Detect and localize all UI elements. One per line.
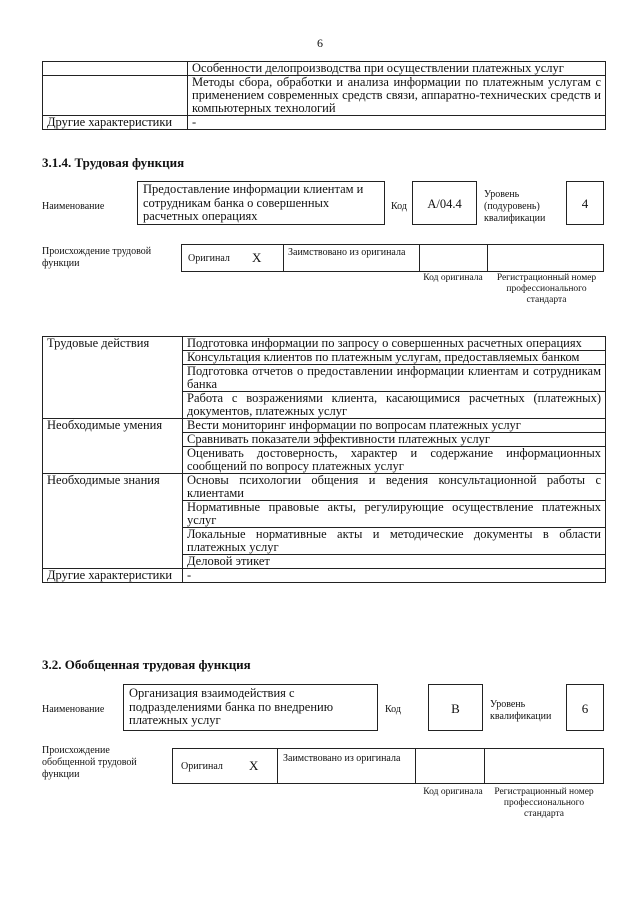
table-cell: Подготовка информации по запросу о совершенных расчетных операциях (183, 337, 606, 351)
row-text: - (188, 116, 606, 130)
table-cell: Нормативные правовые акты, регулирующие осуществление платежных услуг (183, 501, 606, 528)
table-cell: Локальные нормативные акты и методические документы в области платежных услуг (183, 528, 606, 555)
group-label: Другие характеристики (43, 569, 183, 583)
divider (419, 244, 420, 272)
group-label: Трудовые действия (43, 337, 183, 419)
row-text: Методы сбора, обработки и анализа информации по платежным услугам с применением современных средств связи, аппаратно-технических средств и компьютерных технологий (188, 76, 606, 116)
origin-row (181, 244, 604, 272)
table-cell: Оценивать достоверность, характер и содержание информационных сообщений по вопросу платежных услуг (183, 447, 606, 474)
table-cell: - (183, 569, 606, 583)
row-label (43, 76, 188, 116)
table-row (43, 116, 606, 130)
code-original-caption: Код оригинала (423, 787, 483, 797)
table-cell: Сравнивать показатели эффективности платежных услуг (183, 433, 606, 447)
function-name-box: Организация взаимодействия с подразделениями банка по внедрению платежных услуг (123, 684, 378, 731)
function-name-box: Предоставление информации клиентам и сотрудникам банка о совершенных расчетных операциях (137, 181, 385, 225)
table-cell: Вести мониторинг информации по вопросам платежных услуг (183, 419, 606, 433)
original-label: Оригинал (181, 761, 223, 772)
original-mark: X (249, 758, 259, 773)
code-value-box: А/04.4 (412, 181, 477, 225)
code-value-box: В (428, 684, 483, 731)
table-cell: Консультация клиентов по платежным услугам, предоставляемых банком (183, 351, 606, 365)
section-heading-314: 3.1.4. Трудовая функция (42, 155, 185, 170)
original-mark: X (252, 250, 262, 265)
divider (283, 244, 284, 272)
table-row (43, 474, 606, 501)
top-table (42, 61, 606, 130)
table-cell: Работа с возражениями клиента, касающимися расчетных (платежных) документов, платежных услуг (183, 392, 606, 419)
level-value-box: 6 (566, 684, 604, 731)
code-original-caption: Код оригинала (423, 273, 483, 283)
divider (487, 244, 488, 272)
table-row (43, 419, 606, 433)
name-label: Наименование (42, 201, 105, 212)
table-row (43, 62, 606, 76)
level-label: Уровень квалификации (490, 699, 552, 722)
section-heading-32: 3.2. Обобщенная трудовая функция (42, 657, 251, 672)
table-cell: Подготовка отчетов о предоставлении информации клиентам и сотрудникам банка (183, 365, 606, 392)
code-label: Код (391, 201, 407, 212)
divider (484, 748, 485, 784)
page-number: 6 (317, 36, 323, 50)
reg-number-caption: Регистрационный номер профессионального стандарта (494, 787, 594, 819)
level-label: Уровень (подуровень) квалификации (484, 189, 546, 224)
table-cell: Деловой этикет (183, 555, 606, 569)
origin-row (172, 748, 604, 784)
origin-label: Происхождение трудовой функции (42, 246, 152, 269)
table-row (43, 569, 606, 583)
table-row (43, 76, 606, 116)
divider (277, 748, 278, 784)
row-label: Другие характеристики (43, 116, 188, 130)
code-label: Код (385, 704, 401, 715)
original-label: Оригинал (188, 253, 230, 264)
group-label: Необходимые знания (43, 474, 183, 569)
table-row (43, 337, 606, 351)
divider (415, 748, 416, 784)
row-label (43, 62, 188, 76)
group-label: Необходимые умения (43, 419, 183, 474)
table-cell: Основы психологии общения и ведения консультационной работы с клиентами (183, 474, 606, 501)
name-label: Наименование (42, 704, 105, 715)
level-value-box: 4 (566, 181, 604, 225)
origin-label: Происхождение обобщенной трудовой функции (42, 745, 137, 780)
work-functions-table (42, 336, 606, 583)
borrowed-label: Заимствовано из оригинала (288, 247, 406, 258)
row-text: Особенности делопроизводства при осуществлении платежных услуг (188, 62, 606, 76)
reg-number-caption: Регистрационный номер профессионального стандарта (496, 273, 597, 305)
borrowed-label: Заимствовано из оригинала (283, 753, 401, 764)
